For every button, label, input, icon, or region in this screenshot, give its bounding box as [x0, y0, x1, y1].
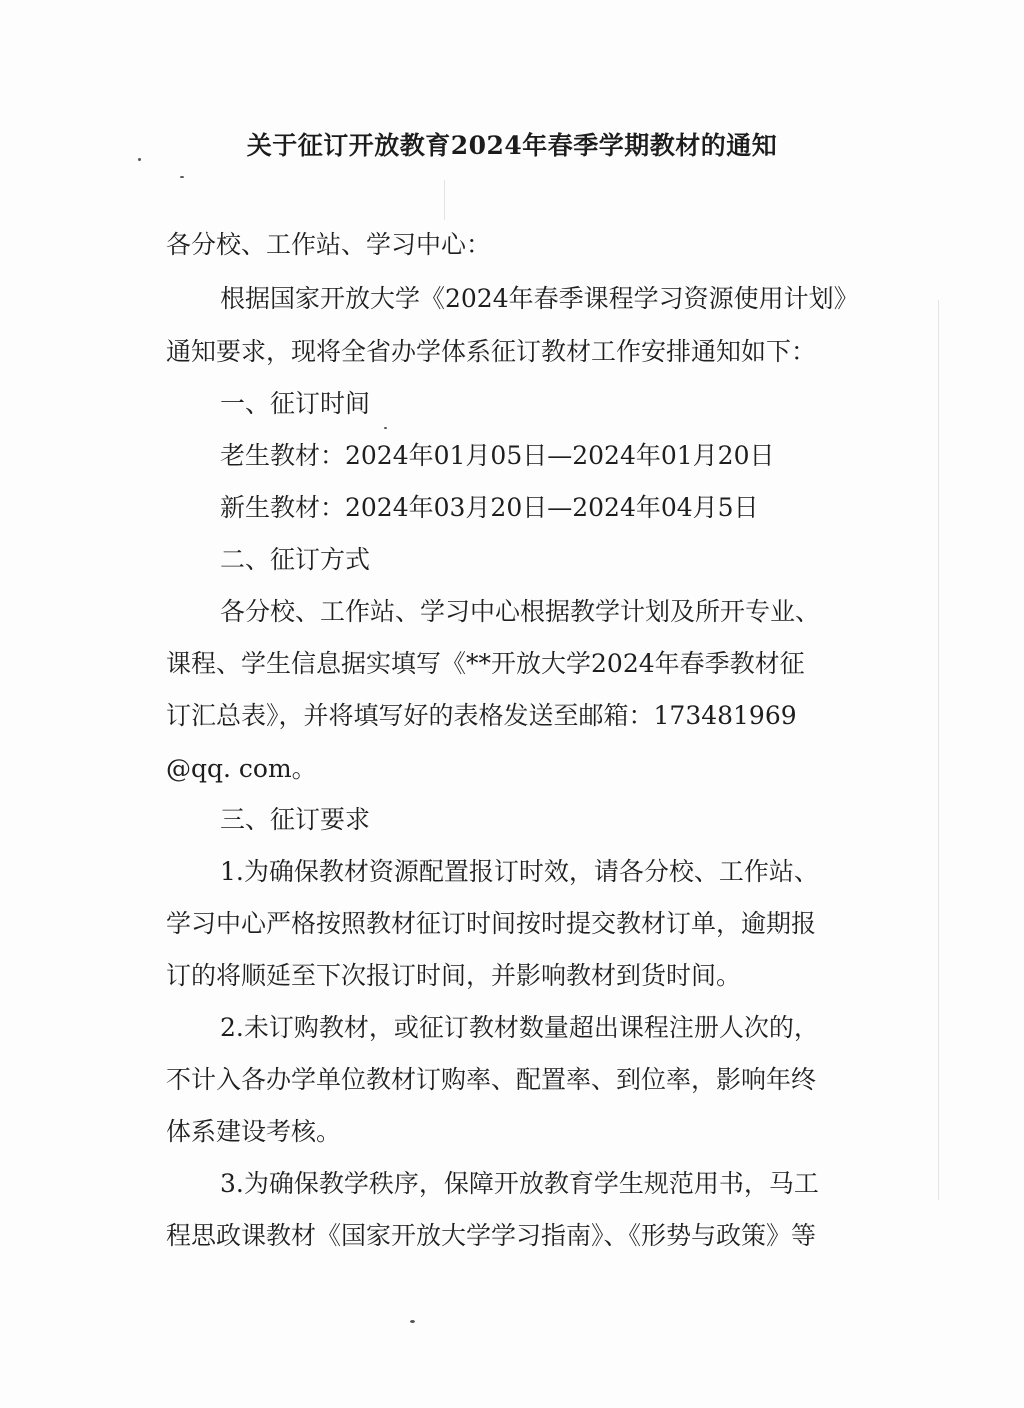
section-2-line-4: @qq. com。: [166, 754, 317, 783]
new-student-textbook-period: 新生教材：2024年03月20日—2024年04月5日: [220, 493, 759, 522]
old-student-textbook-period: 老生教材：2024年01月05日—2024年01月20日: [220, 441, 775, 470]
section-2-line-2: 课程、学生信息据实填写《**开放大学2024年春季教材征: [166, 649, 805, 678]
scan-speck: [180, 176, 184, 178]
item-2-line-1: 2.未订购教材，或征订教材数量超出课程注册人次的，: [220, 1013, 819, 1042]
intro-line-1: 根据国家开放大学《2024年春季课程学习资源使用计划》: [220, 284, 859, 313]
section-3-heading: 三、征订要求: [220, 805, 371, 834]
item-2-line-2: 不计入各办学单位教材订购率、配置率、到位率，影响年终: [166, 1065, 817, 1094]
scan-speck: [138, 158, 141, 161]
salutation: 各分校、工作站、学习中心：: [166, 230, 492, 259]
scan-streak: [444, 180, 445, 220]
document-title: 关于征订开放教育2024年春季学期教材的通知: [246, 131, 778, 160]
scan-speck: [384, 427, 387, 429]
item-2-line-3: 体系建设考核。: [166, 1117, 342, 1146]
section-1-heading: 一、征订时间: [220, 389, 371, 418]
intro-line-2: 通知要求，现将全省办学体系征订教材工作安排通知如下：: [166, 337, 817, 366]
scan-speck: [410, 1320, 415, 1323]
item-1-line-2: 学习中心严格按照教材征订时间按时提交教材订单，逾期报: [166, 909, 817, 938]
scan-streak: [938, 300, 939, 1200]
item-3-line-2: 程思政课教材《国家开放大学学习指南》、《形势与政策》等: [166, 1221, 817, 1250]
item-1-line-3: 订的将顺延至下次报订时间，并影响教材到货时间。: [166, 961, 742, 990]
item-1-line-1: 1.为确保教材资源配置报订时效，请各分校、工作站、: [220, 857, 819, 886]
section-2-line-1: 各分校、工作站、学习中心根据教学计划及所开专业、: [220, 597, 821, 626]
item-3-line-1: 3.为确保教学秩序，保障开放教育学生规范用书，马工: [220, 1169, 819, 1198]
section-2-line-3: 订汇总表》，并将填写好的表格发送至邮箱：173481969: [166, 701, 797, 730]
section-2-heading: 二、征订方式: [220, 545, 371, 574]
